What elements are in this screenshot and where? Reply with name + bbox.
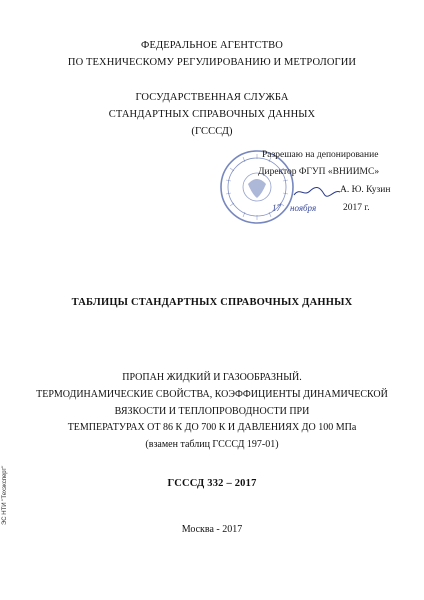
subject-line-4: ТЕМПЕРАТУРАХ ОТ 86 К ДО 700 К И ДАВЛЕНИЯХ ДО 100 МПа <box>67 422 357 433</box>
service-line-1: ГОСУДАРСТВЕННАЯ СЛУЖБА <box>135 92 289 103</box>
approval-line-1: Разрешаю на депонирование <box>262 150 379 160</box>
side-note: ЭС НТИ "Техэксперт" <box>2 465 8 525</box>
place-year: Москва - 2017 <box>181 524 243 535</box>
main-title: ТАБЛИЦЫ СТАНДАРТНЫХ СПРАВОЧНЫХ ДАННЫХ <box>71 297 353 308</box>
service-line-3: (ГСССД) <box>191 126 233 137</box>
subject-line-2: ТЕРМОДИНАМИЧЕСКИЕ СВОЙСТВА, КОЭФФИЦИЕНТЫ ДИНАМИЧЕСКОЙ <box>36 389 388 400</box>
subject-line-3: ВЯЗКОСТИ И ТЕПЛОПРОВОДНОСТИ ПРИ <box>114 406 310 417</box>
subject-line-1: ПРОПАН ЖИДКИЙ И ГАЗООБРАЗНЫЙ. <box>122 372 302 383</box>
subject-line-5: (взамен таблиц ГСССД 197-01) <box>145 439 279 450</box>
agency-line-2: ПО ТЕХНИЧЕСКОМУ РЕГУЛИРОВАНИЮ И МЕТРОЛОГИИ <box>67 57 357 68</box>
approval-line-2: Директор ФГУП «ВНИИМС» <box>258 167 380 177</box>
approval-date-year: 2017 г. <box>343 203 370 213</box>
document-code: ГСССД 332 – 2017 <box>167 478 257 489</box>
approval-signer: А. Ю. Кузин <box>340 185 391 195</box>
approval-date-day: 17 <box>272 203 281 213</box>
agency-line-1: ФЕДЕРАЛЬНОЕ АГЕНТСТВО <box>141 40 283 51</box>
approval-date-month: ноября <box>290 203 317 213</box>
service-line-2: СТАНДАРТНЫХ СПРАВОЧНЫХ ДАННЫХ <box>108 109 316 120</box>
signature-icon <box>292 185 342 199</box>
